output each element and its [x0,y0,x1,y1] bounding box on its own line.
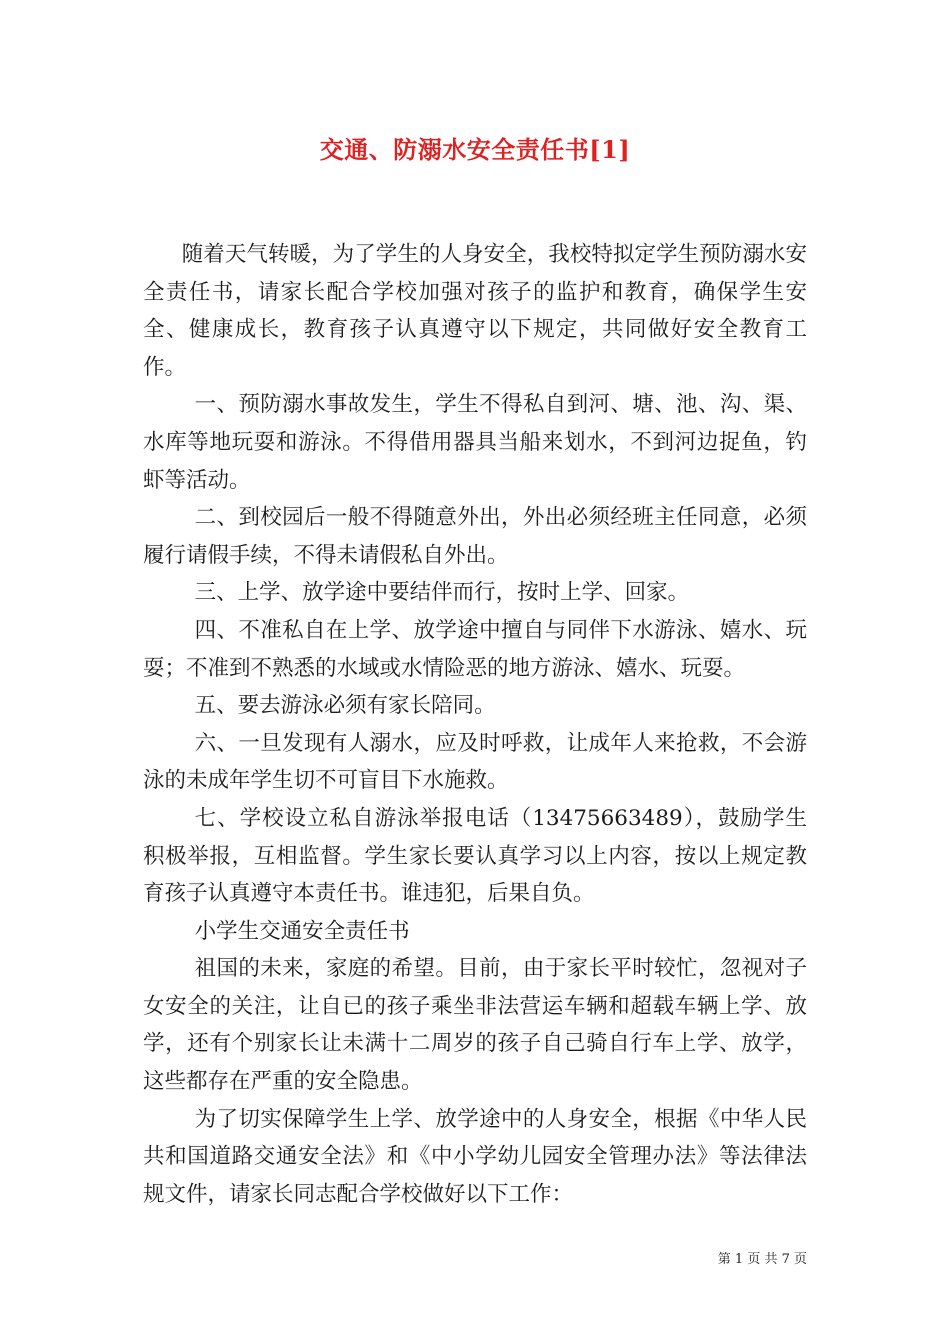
section-heading-traffic: 小学生交通安全责任书 [194,918,410,944]
rule-paragraph-2: 二、到校园后一般不得随意外出，外出必须经班主任同意，必须履行请假手续，不得未请假私自外出。 [143,505,807,568]
rule-paragraph-1: 一、预防溺水事故发生，学生不得私自到河、塘、池、沟、渠、水库等地玩耍和游泳。不得借用器具当船来划水，不到河边捉鱼，钓虾等活动。 [143,392,807,493]
rule-paragraph-4: 四、不准私自在上学、放学途中擅自与同伴下水游泳、嬉水、玩耍；不准到不熟悉的水域或水情险恶的地方游泳、嬉水、玩耍。 [143,617,807,681]
intro-paragraph: 随着天气转暖，为了学生的人身安全，我校特拟定学生预防溺水安全责任书，请家长配合学校加强对孩子的监护和教育，确保学生安全、健康成长，教育孩子认真遵守以下规定，共同做好安全教育工作。 [143,242,807,380]
page-number-footer: 第 1 页 共 7 页 [717,1252,807,1267]
traffic-paragraph-2: 为了切实保障学生上学、放学途中的人身安全，根据《中华人民共和国道路交通安全法》和《中小学幼儿园安全管理办法》等法律法规文件，请家长同志配合学校做好以下工作： [143,1106,807,1207]
document-body [143,236,807,1213]
rule-paragraph-3: 三、上学、放学途中要结伴而行，按时上学、回家。 [194,580,690,606]
rule-paragraph-6: 六、一旦发现有人溺水，应及时呼救，让成年人来抢救，不会游泳的未成年学生切不可盲目下水施救。 [143,730,807,794]
traffic-paragraph-1: 祖国的未来，家庭的希望。目前，由于家长平时较忙，忽视对子女安全的关注，让自已的孩子乘坐非法营运车辆和超载车辆上学、放学，还有个别家长让未满十二周岁的孩子自己骑自行车上学、放学，这些都存在严重的安全隐患。 [143,956,807,1095]
rule-paragraph-5: 五、要去游泳必须有家长陪同。 [194,693,496,719]
rule-paragraph-7: 七、学校设立私自游泳举报电话（13475663489），鼓励学生积极举报，互相监督。学生家长要认真学习以上内容，按以上规定教育孩子认真遵守本责任书。谁违犯，后果自负。 [143,805,807,907]
document-title: 交通、防溺水安全责任书[1] [319,135,631,164]
